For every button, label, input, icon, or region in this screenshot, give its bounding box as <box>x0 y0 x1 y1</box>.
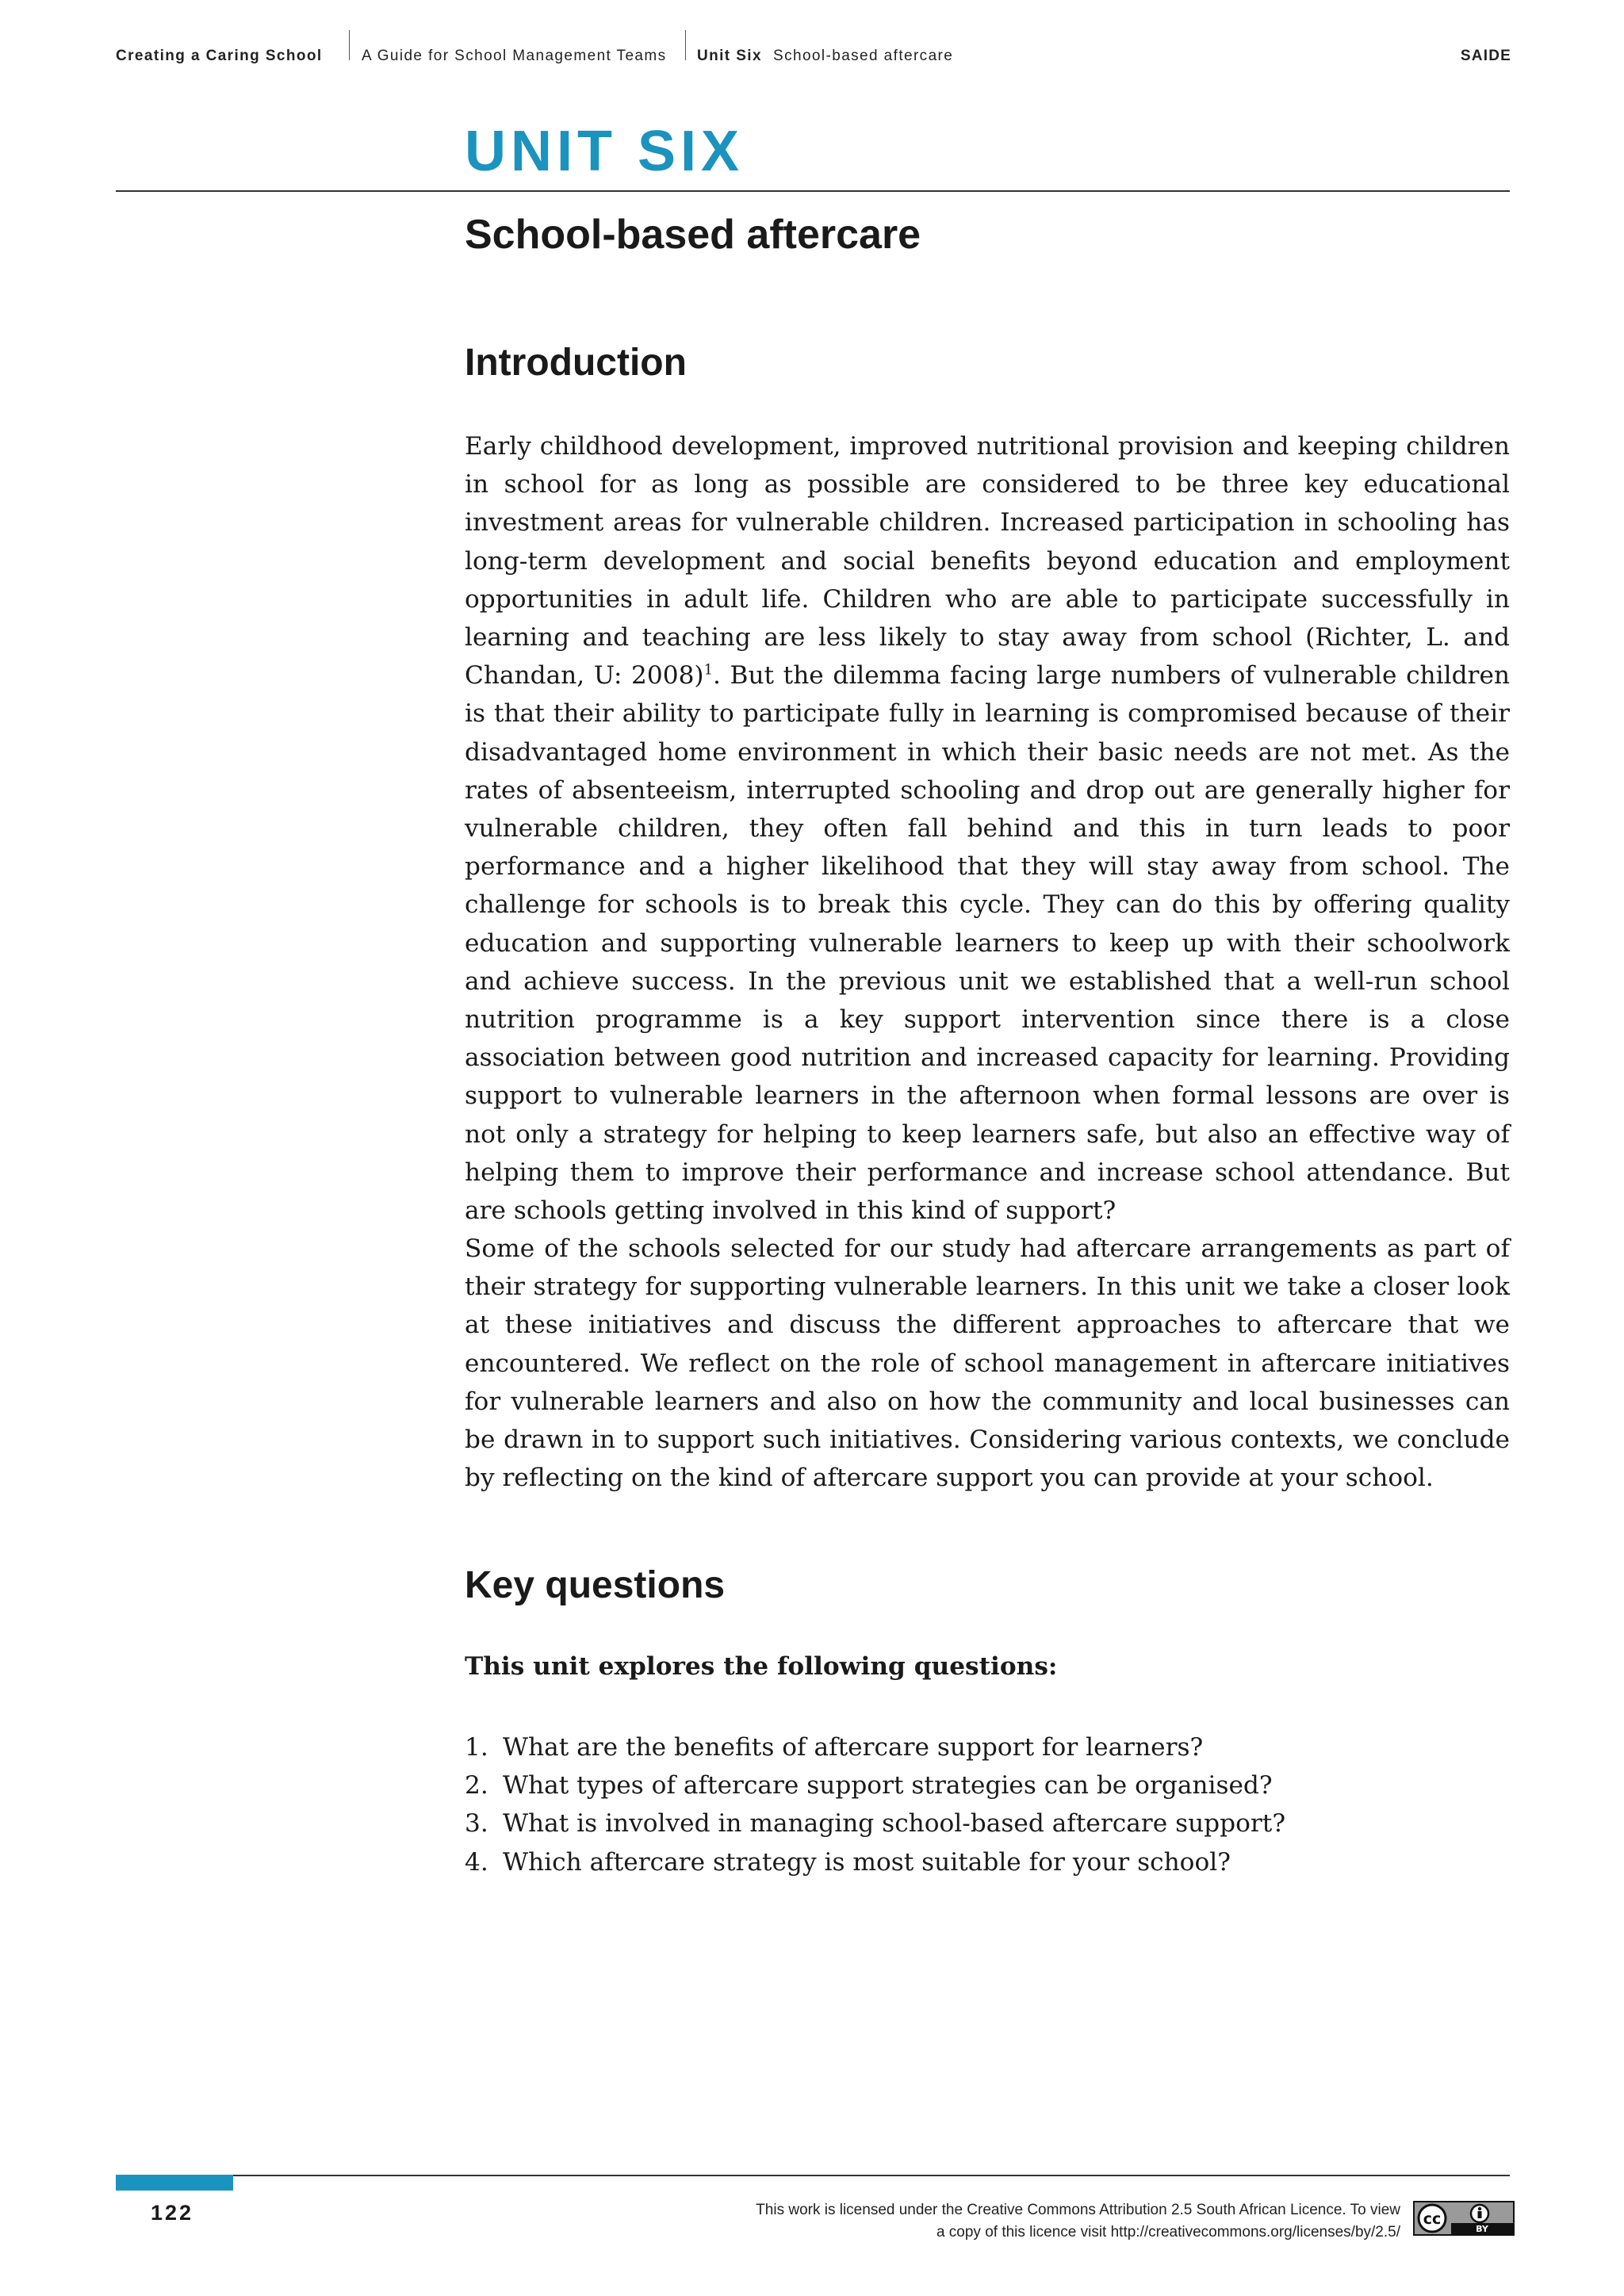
item-number: 1. <box>465 1733 488 1762</box>
footer-divider <box>116 2175 1510 2176</box>
item-text: Which aftercare strategy is most suitable for your school? <box>503 1847 1231 1877</box>
item-text: What is involved in managing school-based aftercare support? <box>503 1809 1286 1839</box>
list-item <box>465 1766 1510 1804</box>
key-questions-heading: Key questions <box>465 1564 726 1606</box>
cc-badge-graphic <box>1415 2202 1513 2234</box>
unit-topic: School-based aftercare <box>773 48 954 64</box>
paragraph-text: Early childhood development, improved nutritional provision and keeping children in school for as long as possible are considered to be three key educational investment areas for vulnerable children. Increased participation in schooling has long-term development and social benefits beyond education and employment opportunities in adult life. Children who are able to participate successfully in learning and teaching are less likely to stay away from school (Richter, L. and Chandan, U: 2008) <box>465 432 1510 691</box>
licence-line: a copy of this licence visit http://creativecommons.org/licenses/by/2.5/ <box>936 2224 1400 2241</box>
publisher-name: SAIDE <box>1460 48 1511 64</box>
book-subtitle: A Guide for School Management Teams <box>362 48 667 64</box>
title-divider <box>116 190 1510 192</box>
introduction-paragraph-2: Some of the schools selected for our study had aftercare arrangements as part of their strategy for supporting vulnerable learners. In this unit we take a closer look at these initiatives and discuss the different approaches to aftercare that we encountered. We reflect on the role of school management in aftercare initiatives for vulnerable learners and also on how the community and local businesses can be drawn in to support such initiatives. Considering various contexts, we conclude by reflecting on the kind of aftercare support you can provide at your school. <box>465 1234 1510 1493</box>
introduction-heading: Introduction <box>465 342 687 384</box>
header-divider <box>349 30 350 60</box>
key-questions-list <box>465 1728 1510 1881</box>
header-divider <box>685 30 686 60</box>
licence-notice <box>756 2199 1400 2244</box>
svg-text:cc: cc <box>1423 2210 1442 2228</box>
item-number: 4. <box>465 1847 488 1877</box>
list-item <box>465 1804 1510 1843</box>
creative-commons-by-icon[interactable] <box>1413 2201 1515 2236</box>
badge-label: BY <box>1476 2224 1488 2234</box>
page-number: 122 <box>151 2201 194 2225</box>
questions-lead: This unit explores the following questions: <box>465 1652 1058 1681</box>
unit-label-heading: UNIT SIX <box>465 120 745 183</box>
item-text: What types of aftercare support strategies can be organised? <box>503 1771 1273 1800</box>
footer-accent-bar <box>116 2175 233 2191</box>
book-title: Creating a Caring School <box>116 48 323 64</box>
introduction-paragraph-1 <box>465 427 1510 1230</box>
item-text: What are the benefits of aftercare support for learners? <box>503 1733 1204 1762</box>
paragraph-text: . But the dilemma facing large numbers of vulnerable children is that their ability to participate fully in learning is compromised because of their disadvantaged home environment in which their basic needs are not met. As the rates of absenteeism, interrupted schooling and drop out are generally higher for vulnerable children, they often fall behind and this in turn leads to poor performance and a higher likelihood that they will stay away from school. The challenge for schools is to break this cycle. They can do this by offering quality education and supporting vulnerable learners to keep up with their schoolwork and achieve success. In the previous unit we established that a well-run school nutrition programme is a key support intervention since there is a close association between good nutrition and increased capacity for learning. Providing support to vulnerable learners in the afternoon when formal lessons are over is not only a strategy for helping to keep learners safe, but also an effective way of helping them to improve their performance and increase school attendance. But are schools getting involved in this kind of support? <box>465 661 1510 1226</box>
list-item <box>465 1843 1510 1881</box>
running-head <box>116 48 1511 68</box>
footnote-marker: 1 <box>703 661 714 679</box>
licence-line: This work is licensed under the Creative Commons Attribution 2.5 South African Licence. To view <box>756 2202 1400 2218</box>
unit-label: Unit Six <box>697 48 762 64</box>
list-item <box>465 1728 1510 1766</box>
item-number: 2. <box>465 1771 488 1800</box>
unit-title: School-based aftercare <box>465 212 921 258</box>
item-number: 3. <box>465 1809 488 1839</box>
